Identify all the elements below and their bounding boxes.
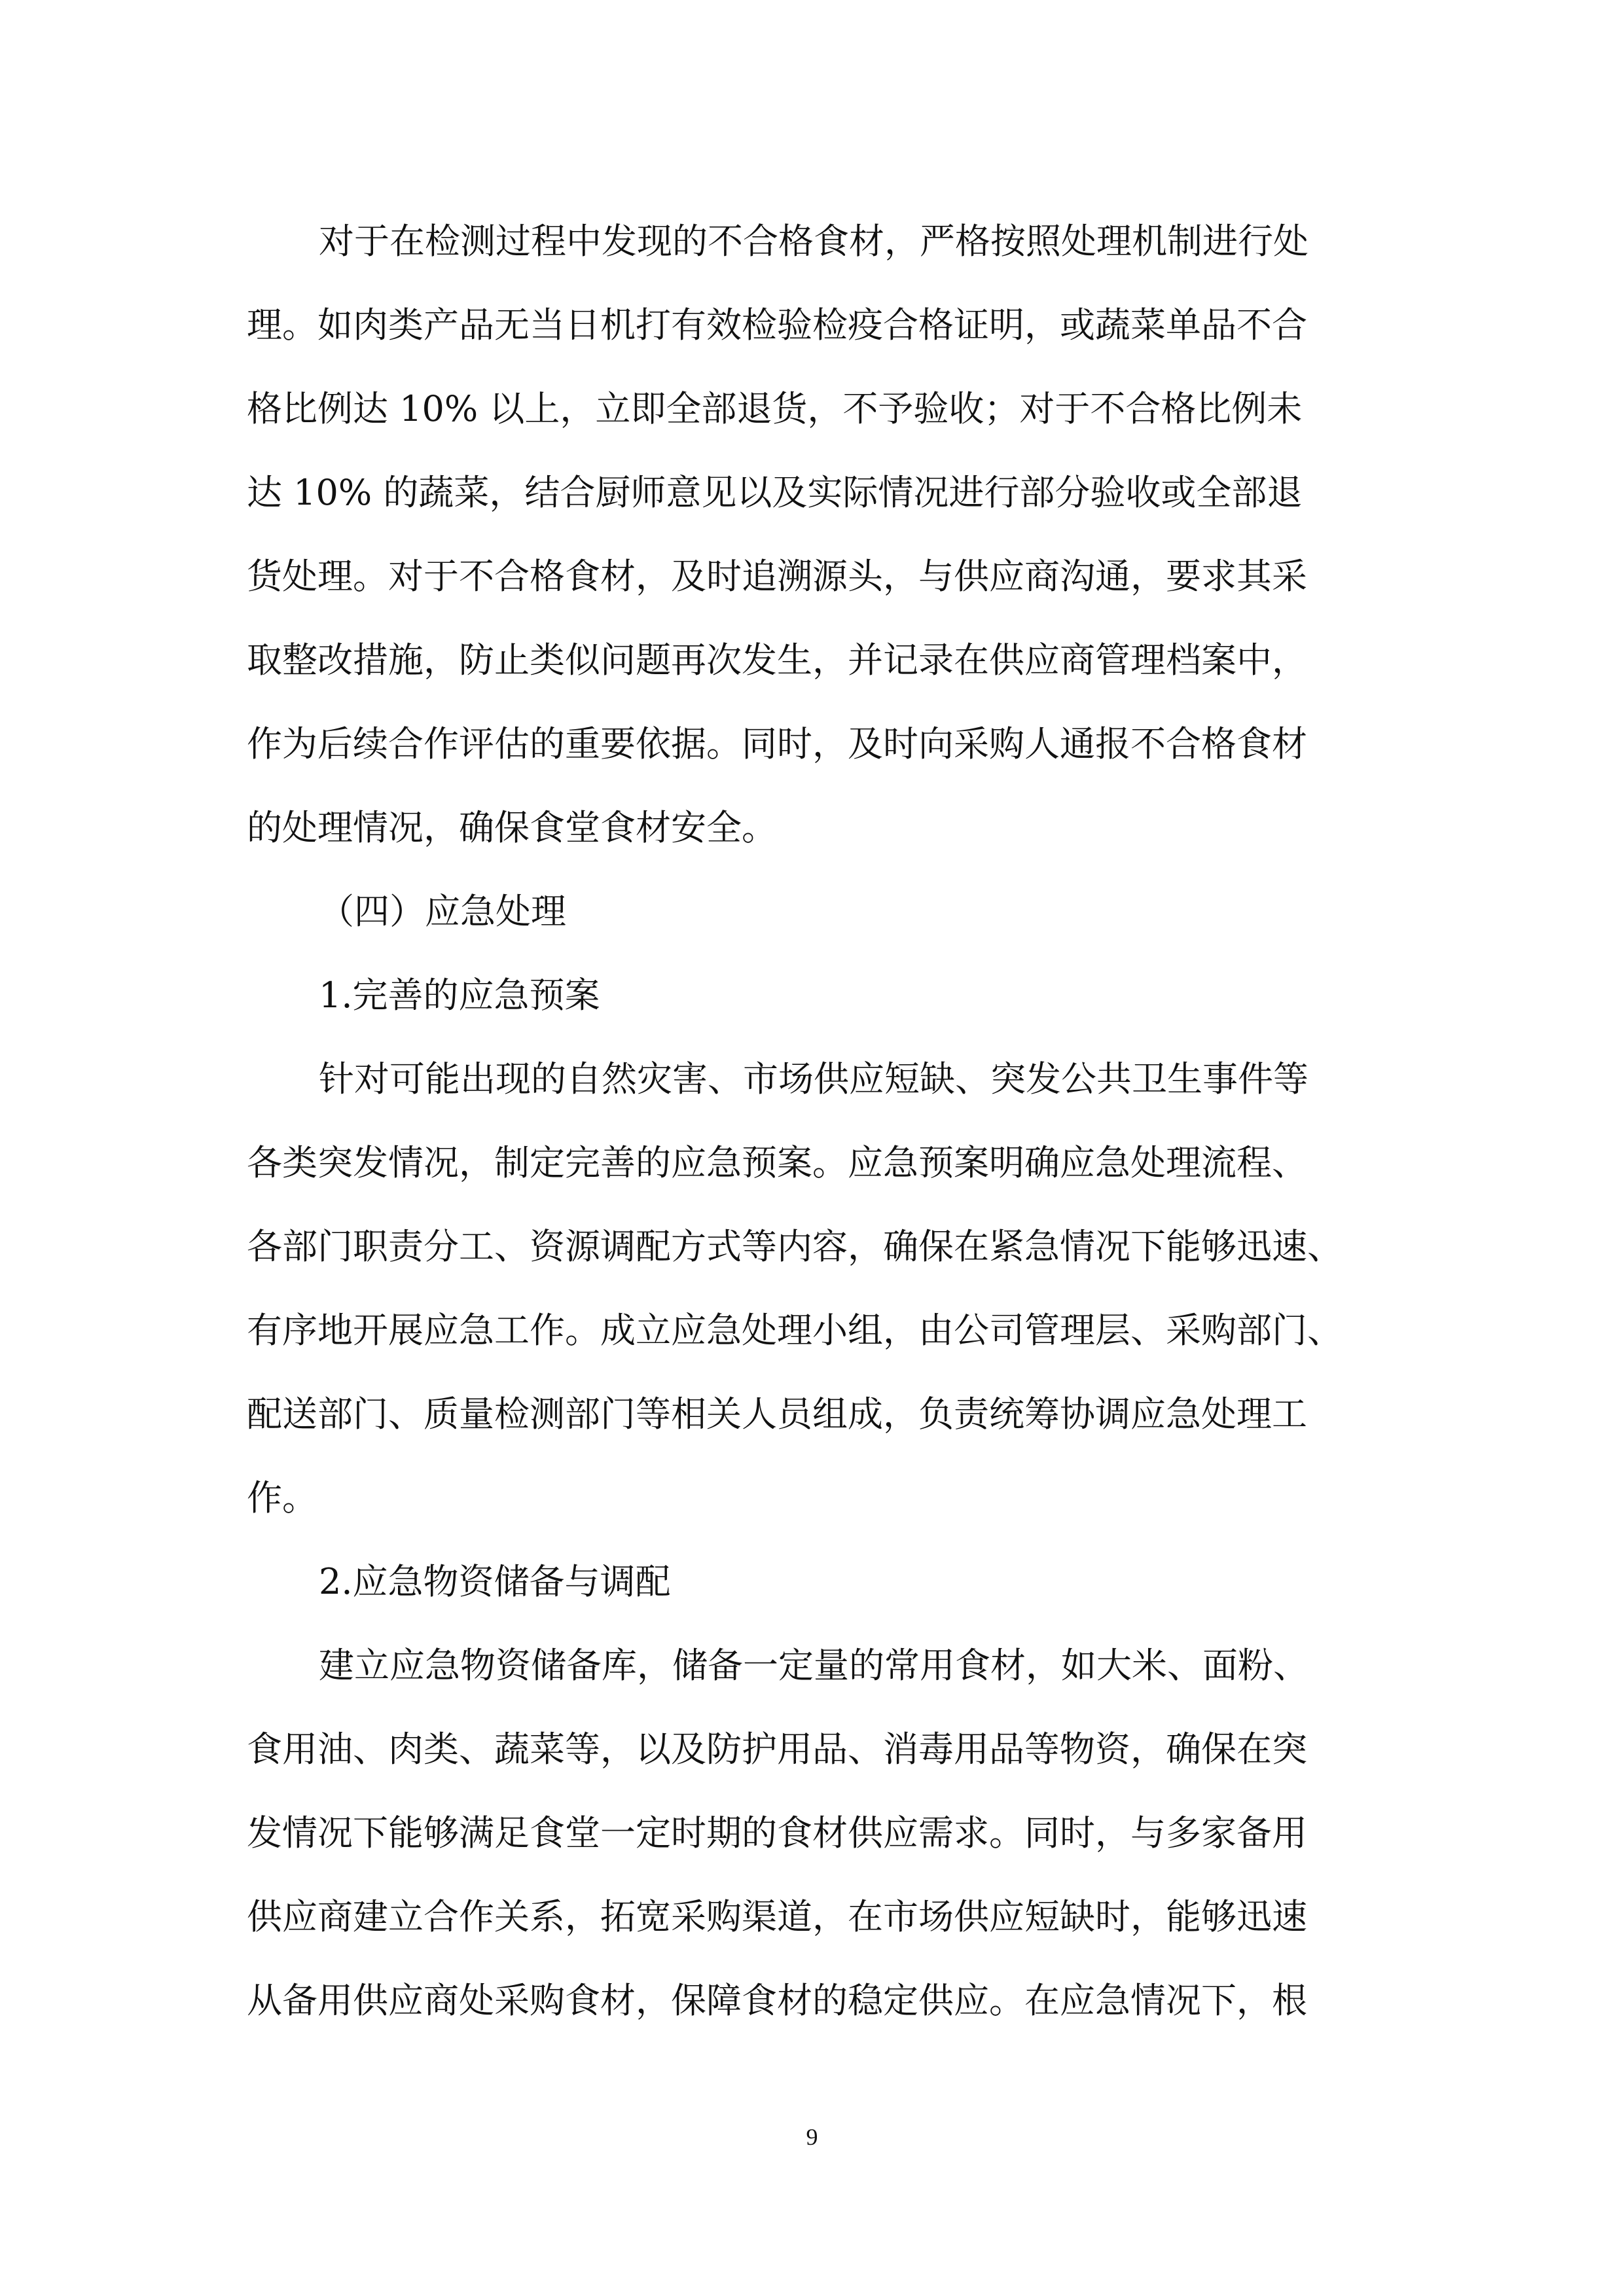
paragraph-line: 建立应急物资储备库，储备一定量的常用食材，如大米、面粉、 (319, 1645, 1308, 1686)
page-number: 9 (806, 2124, 818, 2150)
paragraph-line: 达 10% 的蔬菜，结合厨师意见以及实际情况进行部分验收或全部退 (247, 472, 1303, 513)
paragraph-line: 作。 (247, 1477, 317, 1518)
paragraph-line: 配送部门、质量检测部门等相关人员组成，负责统筹协调应急处理工 (247, 1393, 1307, 1435)
paragraph-line: 从备用供应商处采购食材，保障食材的稳定供应。在应急情况下，根 (247, 1980, 1307, 2021)
paragraph-line: 各部门职责分工、资源调配方式等内容，确保在紧急情况下能够迅速、 (247, 1226, 1343, 1267)
paragraph-line: 有序地开展应急工作。成立应急处理小组，由公司管理层、采购部门、 (247, 1310, 1343, 1351)
paragraph-line: 对于在检测过程中发现的不合格食材，严格按照处理机制进行处 (319, 221, 1308, 262)
paragraph-line: 发情况下能够满足食堂一定时期的食材供应需求。同时，与多家备用 (247, 1812, 1307, 1854)
subsection-heading: 2.应急物资储备与调配 (319, 1561, 671, 1602)
paragraph-line: 理。如肉类产品无当日机打有效检验检疫合格证明，或蔬菜单品不合 (247, 304, 1307, 346)
subsection-heading: 1.完善的应急预案 (319, 975, 600, 1016)
paragraph-line: 食用油、肉类、蔬菜等，以及防护用品、消毒用品等物资，确保在突 (247, 1729, 1307, 1770)
paragraph-line: 的处理情况，确保食堂食材安全。 (247, 807, 777, 848)
paragraph-line: 供应商建立合作关系，拓宽采购渠道，在市场供应短缺时，能够迅速 (247, 1896, 1307, 1937)
paragraph-line: 针对可能出现的自然灾害、市场供应短缺、突发公共卫生事件等 (319, 1058, 1308, 1100)
paragraph-line: 格比例达 10% 以上，立即全部退货，不予验收；对于不合格比例未 (247, 388, 1303, 429)
paragraph-line: 取整改措施，防止类似问题再次发生，并记录在供应商管理档案中， (247, 639, 1307, 681)
paragraph-line: 作为后续合作评估的重要依据。同时，及时向采购人通报不合格食材 (247, 723, 1307, 764)
paragraph-line: 货处理。对于不合格食材，及时追溯源头，与供应商沟通，要求其采 (247, 556, 1307, 597)
paragraph-line: 各类突发情况，制定完善的应急预案。应急预案明确应急处理流程、 (247, 1142, 1307, 1183)
section-heading: （四）应急处理 (319, 891, 566, 932)
